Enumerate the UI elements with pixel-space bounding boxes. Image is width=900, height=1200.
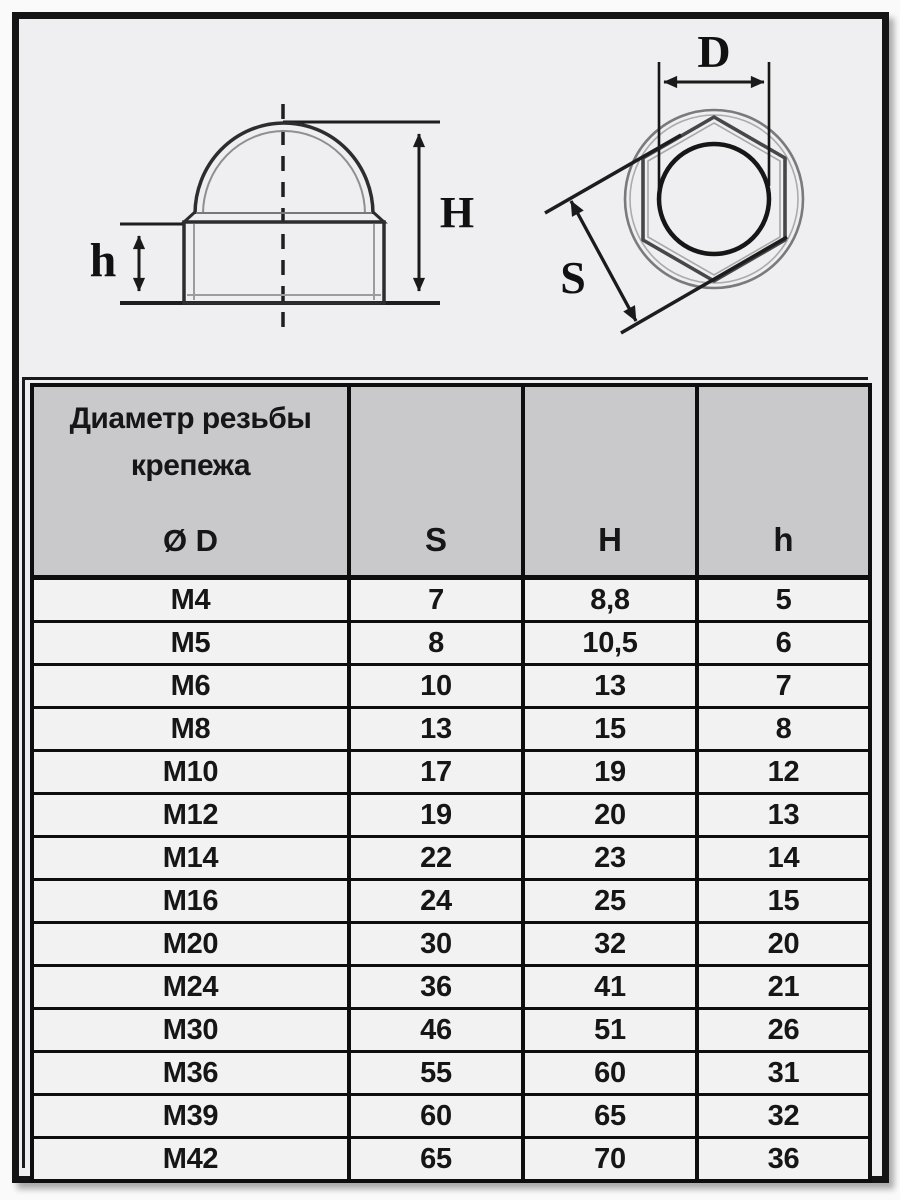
cell-dimension-value: 19 xyxy=(349,794,523,837)
dimension-label-h: h xyxy=(89,234,117,287)
cell-dimension-value: 13 xyxy=(697,794,870,837)
cell-dimension-value: 31 xyxy=(697,1052,870,1095)
cell-dimension-value: 7 xyxy=(349,578,523,622)
cell-thread-size: M5 xyxy=(32,622,349,665)
cell-dimension-value: 60 xyxy=(349,1095,523,1138)
table-row xyxy=(32,1138,870,1182)
dimension-label-D: D xyxy=(697,26,731,77)
table-row xyxy=(32,578,870,622)
cell-thread-size: M20 xyxy=(32,923,349,966)
table-row xyxy=(32,966,870,1009)
cell-dimension-value: 65 xyxy=(523,1095,697,1138)
cell-dimension-value: 32 xyxy=(697,1095,870,1138)
cell-dimension-value: 55 xyxy=(349,1052,523,1095)
thread-hole-circle xyxy=(659,144,769,254)
cell-dimension-value: 60 xyxy=(523,1052,697,1095)
table-row xyxy=(32,1052,870,1095)
cell-thread-size: M16 xyxy=(32,880,349,923)
cell-thread-size: M42 xyxy=(32,1138,349,1182)
cell-thread-size: M24 xyxy=(32,966,349,1009)
cell-dimension-value: 46 xyxy=(349,1009,523,1052)
table-row xyxy=(32,1009,870,1052)
table-outer-rule-top xyxy=(22,377,868,380)
cell-dimension-value: 6 xyxy=(697,622,870,665)
hexagon-outline xyxy=(643,117,785,281)
cell-thread-size: M6 xyxy=(32,665,349,708)
cell-dimension-value: 10,5 xyxy=(523,622,697,665)
cell-dimension-value: 25 xyxy=(523,880,697,923)
cell-dimension-value: 5 xyxy=(697,578,870,622)
cell-thread-size: M4 xyxy=(32,578,349,622)
spec-table-body xyxy=(32,578,870,1182)
cell-dimension-value: 13 xyxy=(349,708,523,751)
cell-dimension-value: 41 xyxy=(523,966,697,1009)
cell-dimension-value: 21 xyxy=(697,966,870,1009)
cell-dimension-value: 7 xyxy=(697,665,870,708)
cell-dimension-value: 8 xyxy=(697,708,870,751)
cell-dimension-value: 36 xyxy=(697,1138,870,1182)
header-row xyxy=(32,385,870,578)
cell-thread-size: M12 xyxy=(32,794,349,837)
cell-dimension-value: 15 xyxy=(697,880,870,923)
cell-dimension-value: 65 xyxy=(349,1138,523,1182)
cell-dimension-value: 22 xyxy=(349,837,523,880)
cell-dimension-value: 20 xyxy=(523,794,697,837)
dimension-label-S: S xyxy=(560,252,586,303)
column-header-H: H xyxy=(523,385,697,578)
cell-dimension-value: 51 xyxy=(523,1009,697,1052)
cell-dimension-value: 20 xyxy=(697,923,870,966)
header-diameter-symbol: Ø D xyxy=(162,523,219,558)
cell-dimension-value: 17 xyxy=(349,751,523,794)
header-title: Диаметр резьбы крепежа xyxy=(69,402,312,482)
table-row xyxy=(32,794,870,837)
cell-dimension-value: 26 xyxy=(697,1009,870,1052)
side-view-diagram xyxy=(55,88,485,348)
spec-table xyxy=(30,383,872,1183)
top-view-diagram xyxy=(525,25,885,370)
table-row xyxy=(32,751,870,794)
cell-dimension-value: 24 xyxy=(349,880,523,923)
cell-thread-size: M10 xyxy=(32,751,349,794)
cell-dimension-value: 8,8 xyxy=(523,578,697,622)
cell-dimension-value: 13 xyxy=(523,665,697,708)
cell-dimension-value: 8 xyxy=(349,622,523,665)
cell-dimension-value: 10 xyxy=(349,665,523,708)
outer-circle-inner-edge xyxy=(630,115,798,283)
table-row xyxy=(32,1095,870,1138)
outer-circle xyxy=(625,110,803,288)
cell-dimension-value: 32 xyxy=(523,923,697,966)
cell-thread-size: M14 xyxy=(32,837,349,880)
table-row xyxy=(32,837,870,880)
table-row xyxy=(32,665,870,708)
cell-dimension-value: 23 xyxy=(523,837,697,880)
cell-dimension-value: 30 xyxy=(349,923,523,966)
table-outer-rule-left xyxy=(22,377,25,1168)
cell-dimension-value: 15 xyxy=(523,708,697,751)
cell-dimension-value: 14 xyxy=(697,837,870,880)
table-row xyxy=(32,880,870,923)
cell-dimension-value: 70 xyxy=(523,1138,697,1182)
column-header-S: S xyxy=(349,385,523,578)
cell-thread-size: M30 xyxy=(32,1009,349,1052)
dimension-label-H: H xyxy=(439,188,475,237)
cell-dimension-value: 36 xyxy=(349,966,523,1009)
cell-thread-size: M39 xyxy=(32,1095,349,1138)
cell-thread-size: M8 xyxy=(32,708,349,751)
cell-thread-size: M36 xyxy=(32,1052,349,1095)
cell-dimension-value: 19 xyxy=(523,751,697,794)
table-row xyxy=(32,923,870,966)
cell-dimension-value: 12 xyxy=(697,751,870,794)
column-header-h: h xyxy=(697,385,870,578)
table-row xyxy=(32,708,870,751)
table-row xyxy=(32,622,870,665)
column-header-diameter xyxy=(32,385,349,578)
